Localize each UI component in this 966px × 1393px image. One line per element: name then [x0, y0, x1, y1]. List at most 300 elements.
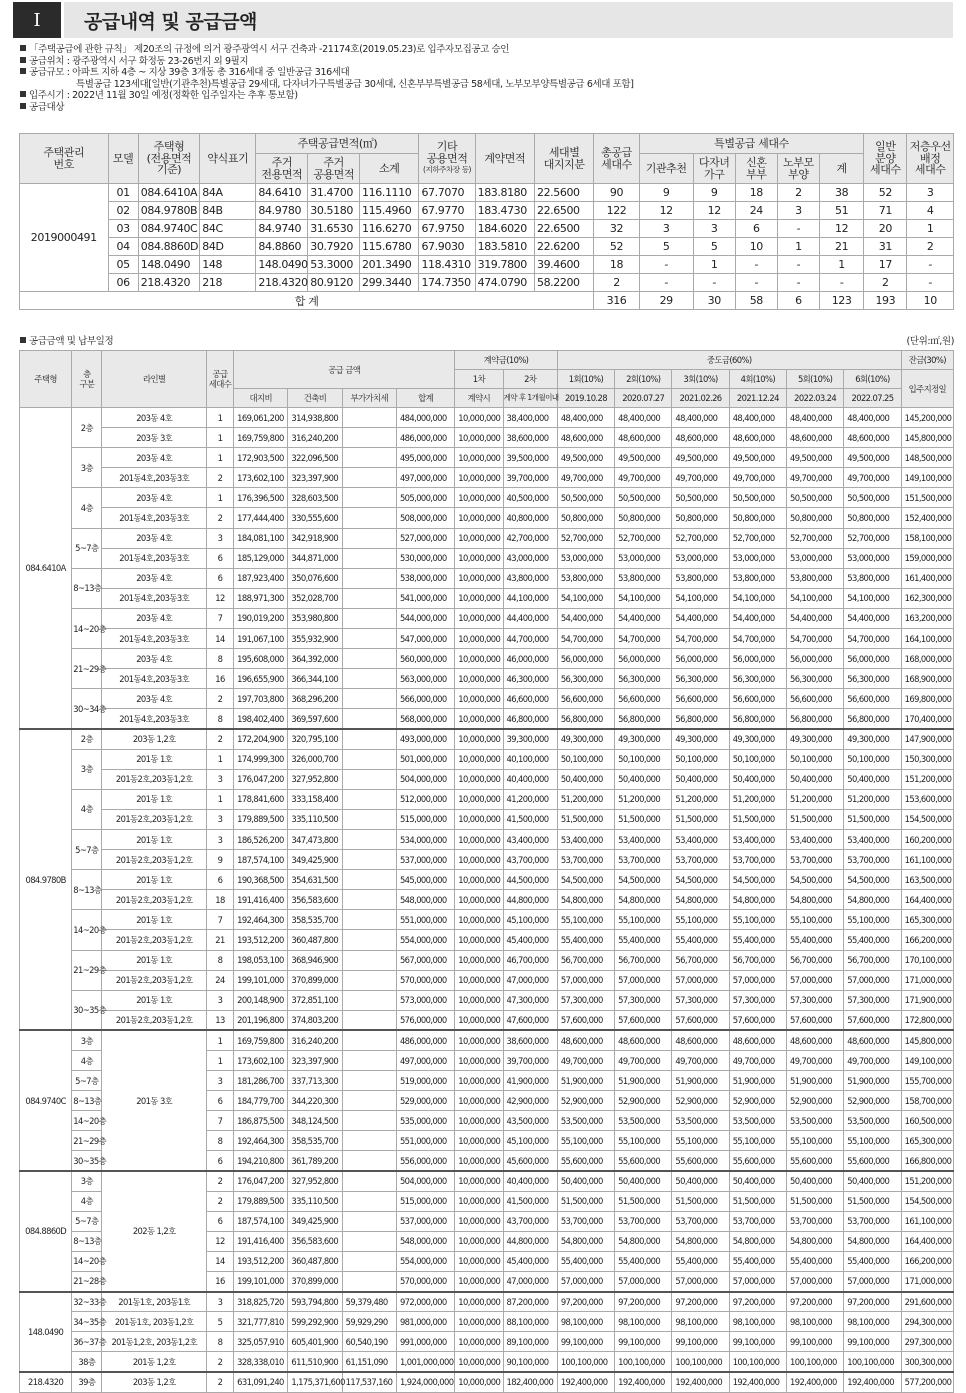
- middle3-cell: 56,600,000: [672, 689, 729, 709]
- middle4-cell: 51,500,000: [729, 1191, 786, 1211]
- middle4-cell: 49,300,000: [729, 729, 786, 749]
- th2-total: 합계: [396, 389, 454, 408]
- middle5-cell: 53,400,000: [787, 829, 844, 849]
- line-cell: 201동 1호: [102, 950, 207, 970]
- cell-total-supply: 122: [594, 202, 639, 220]
- cell-land: 22.6200: [534, 238, 593, 256]
- total-cell: 527,000,000: [396, 528, 454, 548]
- table-row: [20, 649, 954, 669]
- middle1-cell: 54,800,000: [557, 1231, 614, 1251]
- middle5-cell: 50,400,000: [787, 1171, 844, 1191]
- middle2-cell: 57,300,000: [615, 990, 672, 1010]
- deposit1-cell: 10,000,000: [455, 508, 503, 528]
- middle6-cell: 55,400,000: [844, 1251, 901, 1271]
- note-move-in: 입주시기 : 2022년 11월 30일 예정(정확한 입주일자는 추후 통보함): [20, 90, 955, 102]
- total-cell: 29: [639, 292, 693, 310]
- vat-cell: [342, 528, 396, 548]
- middle4-cell: 51,200,000: [729, 789, 786, 809]
- middle6-cell: 49,500,000: [844, 448, 901, 468]
- floor-cell: 21~29층: [72, 649, 102, 689]
- th2-m2-date: 2020.07.27: [615, 389, 672, 408]
- middle3-cell: 49,700,000: [672, 468, 729, 488]
- deposit1-cell: 10,000,000: [455, 930, 503, 950]
- units-cell: 18: [206, 890, 233, 910]
- middle2-cell: 51,500,000: [615, 1191, 672, 1211]
- land-cell: 169,759,800: [234, 428, 288, 448]
- land-cell: 191,416,400: [234, 1231, 288, 1251]
- table-row: [20, 202, 954, 220]
- cell-type: 148.0490: [138, 256, 200, 274]
- vat-cell: [342, 448, 396, 468]
- middle1-cell: 54,700,000: [557, 629, 614, 649]
- table-row: [20, 729, 954, 749]
- middle3-cell: 48,400,000: [672, 408, 729, 428]
- cell-institution: 9: [639, 184, 693, 202]
- deposit2-cell: 47,000,000: [503, 970, 557, 990]
- middle2-cell: 49,300,000: [615, 729, 672, 749]
- middle5-cell: 49,700,000: [787, 468, 844, 488]
- line-cell: 201동 3호: [102, 1030, 207, 1171]
- deposit2-cell: 46,800,000: [503, 709, 557, 729]
- cell-institution: -: [639, 274, 693, 292]
- vat-cell: [342, 1231, 396, 1251]
- building-cell: 611,510,900: [288, 1352, 342, 1372]
- middle6-cell: 56,600,000: [844, 689, 901, 709]
- total-cell: 544,000,000: [396, 608, 454, 628]
- building-cell: 358,535,700: [288, 910, 342, 930]
- building-cell: 599,292,900: [288, 1312, 342, 1332]
- middle2-cell: 192,400,000: [615, 1372, 672, 1392]
- units-cell: 1: [206, 1051, 233, 1071]
- middle1-cell: 53,000,000: [557, 548, 614, 568]
- middle4-cell: 57,600,000: [729, 1010, 786, 1030]
- middle2-cell: 55,400,000: [615, 930, 672, 950]
- cell-general: 20: [864, 220, 907, 238]
- line-cell: 201동2호,203동1,2호: [102, 970, 207, 990]
- th-total-supply: 총공급 세대수: [594, 134, 639, 184]
- middle2-cell: 54,800,000: [615, 1231, 672, 1251]
- deposit1-cell: 10,000,000: [455, 689, 503, 709]
- total-cell: 556,000,000: [396, 1151, 454, 1171]
- middle3-cell: 53,800,000: [672, 568, 729, 588]
- deposit1-cell: 10,000,000: [455, 408, 503, 428]
- deposit2-cell: 42,700,000: [503, 528, 557, 548]
- building-cell: 327,952,800: [288, 769, 342, 789]
- total-cell: 570,000,000: [396, 970, 454, 990]
- land-cell: 328,338,010: [234, 1352, 288, 1372]
- cell-land: 22.6500: [534, 202, 593, 220]
- land-cell: 198,402,400: [234, 709, 288, 729]
- middle1-cell: 50,100,000: [557, 749, 614, 769]
- supply-table: [19, 133, 954, 310]
- middle3-cell: 54,500,000: [672, 870, 729, 890]
- middle4-cell: 56,700,000: [729, 950, 786, 970]
- balance-cell: 154,500,000: [901, 1191, 953, 1211]
- middle5-cell: 54,800,000: [787, 890, 844, 910]
- th2-m5: 5회(10%): [787, 370, 844, 389]
- table-row: [20, 1292, 954, 1312]
- middle4-cell: 100,100,000: [729, 1352, 786, 1372]
- middle3-cell: 51,500,000: [672, 809, 729, 829]
- middle6-cell: 50,400,000: [844, 769, 901, 789]
- th-general: 일반 분양 세대수: [864, 134, 907, 184]
- cell-institution: 12: [639, 202, 693, 220]
- deposit1-cell: 10,000,000: [455, 1211, 503, 1231]
- total-cell: 570,000,000: [396, 1272, 454, 1292]
- deposit2-cell: 90,100,000: [503, 1352, 557, 1372]
- floor-cell: 2층: [72, 408, 102, 448]
- land-cell: 199,101,000: [234, 1272, 288, 1292]
- middle4-cell: 50,500,000: [729, 488, 786, 508]
- deposit2-cell: 42,900,000: [503, 1091, 557, 1111]
- middle5-cell: 54,700,000: [787, 629, 844, 649]
- total-cell: 493,000,000: [396, 729, 454, 749]
- middle1-cell: 56,700,000: [557, 950, 614, 970]
- land-cell: 176,396,500: [234, 488, 288, 508]
- balance-cell: 162,300,000: [901, 588, 953, 608]
- total-cell: 541,000,000: [396, 588, 454, 608]
- deposit2-cell: 45,100,000: [503, 910, 557, 930]
- middle6-cell: 48,600,000: [844, 428, 901, 448]
- deposit2-cell: 41,500,000: [503, 1191, 557, 1211]
- deposit2-cell: 45,100,000: [503, 1131, 557, 1151]
- land-cell: 191,416,400: [234, 890, 288, 910]
- cell-total-supply: 2: [594, 274, 639, 292]
- vat-cell: [342, 408, 396, 428]
- middle2-cell: 48,600,000: [615, 1030, 672, 1050]
- table-row: [20, 990, 954, 1010]
- deposit1-cell: 10,000,000: [455, 1251, 503, 1271]
- th-house-no: 주택관리 번호: [20, 134, 109, 184]
- deposit2-cell: 89,100,000: [503, 1332, 557, 1352]
- units-cell: 9: [206, 850, 233, 870]
- cell-common: 80.9120: [308, 274, 360, 292]
- middle5-cell: 56,000,000: [787, 649, 844, 669]
- cell-lowfloor: -: [907, 256, 954, 274]
- cell-short: 84B: [200, 202, 256, 220]
- total-cell: 519,000,000: [396, 1071, 454, 1091]
- middle3-cell: 51,500,000: [672, 1191, 729, 1211]
- balance-cell: 161,100,000: [901, 1211, 953, 1231]
- middle4-cell: 52,900,000: [729, 1091, 786, 1111]
- floor-cell: 21~28층: [72, 1272, 102, 1292]
- th2-m4: 4회(10%): [729, 370, 786, 389]
- units-cell: 6: [206, 870, 233, 890]
- vat-cell: [342, 1191, 396, 1211]
- middle5-cell: 97,200,000: [787, 1292, 844, 1312]
- middle4-cell: 53,800,000: [729, 568, 786, 588]
- vat-cell: [342, 468, 396, 488]
- middle4-cell: 98,100,000: [729, 1312, 786, 1332]
- cell-sum: 21: [819, 238, 863, 256]
- middle2-cell: 53,700,000: [615, 1211, 672, 1231]
- middle6-cell: 56,700,000: [844, 950, 901, 970]
- cell-exclusive: 84.9740: [256, 220, 308, 238]
- floor-cell: 34~35층: [72, 1312, 102, 1332]
- units-cell: 12: [206, 1231, 233, 1251]
- middle4-cell: 99,100,000: [729, 1332, 786, 1352]
- middle1-cell: 54,400,000: [557, 608, 614, 628]
- middle2-cell: 52,900,000: [615, 1091, 672, 1111]
- units-cell: 3: [206, 809, 233, 829]
- total-cell: 486,000,000: [396, 1030, 454, 1050]
- middle5-cell: 48,600,000: [787, 428, 844, 448]
- balance-cell: 150,300,000: [901, 749, 953, 769]
- cell-newlywed: -: [735, 274, 777, 292]
- floor-cell: 3층: [72, 749, 102, 789]
- cell-multichild: 12: [693, 202, 735, 220]
- vat-cell: [342, 689, 396, 709]
- cell-newlywed: 6: [735, 220, 777, 238]
- deposit1-cell: 10,000,000: [455, 1171, 503, 1191]
- th2-m6-date: 2022.07.25: [844, 389, 901, 408]
- vat-cell: [342, 870, 396, 890]
- land-cell: 188,971,300: [234, 588, 288, 608]
- middle4-cell: 192,400,000: [729, 1372, 786, 1392]
- notes: [20, 44, 955, 113]
- cell-type: 084.9740C: [138, 220, 200, 238]
- middle4-cell: 54,800,000: [729, 1231, 786, 1251]
- land-cell: 187,923,400: [234, 568, 288, 588]
- total-cell: 538,000,000: [396, 568, 454, 588]
- middle2-cell: 55,100,000: [615, 910, 672, 930]
- total-cell: 504,000,000: [396, 1171, 454, 1191]
- middle6-cell: 51,500,000: [844, 1191, 901, 1211]
- units-cell: 5: [206, 1312, 233, 1332]
- floor-cell: 4층: [72, 488, 102, 528]
- middle4-cell: 49,700,000: [729, 1051, 786, 1071]
- cell-sum: 12: [819, 220, 863, 238]
- line-cell: 203동 4호: [102, 689, 207, 709]
- th2-m1: 1회(10%): [557, 370, 614, 389]
- building-cell: 368,946,900: [288, 950, 342, 970]
- middle5-cell: 50,400,000: [787, 769, 844, 789]
- line-cell: 201동2호,203동1,2호: [102, 930, 207, 950]
- middle2-cell: 53,500,000: [615, 1111, 672, 1131]
- middle1-cell: 49,700,000: [557, 1051, 614, 1071]
- land-cell: 181,286,700: [234, 1071, 288, 1091]
- units-cell: 1: [206, 749, 233, 769]
- total-cell: 1,001,000,000: [396, 1352, 454, 1372]
- middle2-cell: 57,000,000: [615, 1272, 672, 1292]
- middle1-cell: 54,500,000: [557, 870, 614, 890]
- units-cell: 2: [206, 689, 233, 709]
- floor-cell: 5~7층: [72, 1071, 102, 1091]
- middle6-cell: 57,600,000: [844, 1010, 901, 1030]
- line-cell: 201동 1호: [102, 789, 207, 809]
- middle5-cell: 53,000,000: [787, 548, 844, 568]
- cell-common: 30.7920: [308, 238, 360, 256]
- middle1-cell: 56,000,000: [557, 649, 614, 669]
- middle1-cell: 48,600,000: [557, 1030, 614, 1050]
- balance-cell: 161,100,000: [901, 850, 953, 870]
- table-row: [20, 910, 954, 930]
- deposit2-cell: 45,400,000: [503, 930, 557, 950]
- middle3-cell: 50,400,000: [672, 769, 729, 789]
- cell-elderly: 1: [777, 238, 819, 256]
- units-cell: 8: [206, 1131, 233, 1151]
- middle1-cell: 49,700,000: [557, 468, 614, 488]
- deposit2-cell: 88,100,000: [503, 1312, 557, 1332]
- deposit1-cell: 10,000,000: [455, 629, 503, 649]
- total-cell: 515,000,000: [396, 809, 454, 829]
- deposit1-cell: 10,000,000: [455, 588, 503, 608]
- line-cell: 201동2호,203동1,2호: [102, 850, 207, 870]
- middle3-cell: 57,000,000: [672, 970, 729, 990]
- middle5-cell: 57,600,000: [787, 1010, 844, 1030]
- middle5-cell: 54,500,000: [787, 870, 844, 890]
- deposit1-cell: 10,000,000: [455, 528, 503, 548]
- cell-land: 22.5600: [534, 184, 593, 202]
- cell-subtotal: 299.3440: [360, 274, 419, 292]
- building-cell: 356,583,600: [288, 890, 342, 910]
- middle5-cell: 54,400,000: [787, 608, 844, 628]
- middle3-cell: 52,700,000: [672, 528, 729, 548]
- th2-d2-sub: 계약 후 1개월이내: [503, 389, 557, 408]
- land-cell: 169,759,800: [234, 1030, 288, 1050]
- balance-cell: 160,200,000: [901, 829, 953, 849]
- th2-d1: 1차: [455, 370, 503, 389]
- vat-cell: [342, 669, 396, 689]
- total-cell: 535,000,000: [396, 1111, 454, 1131]
- balance-cell: 171,900,000: [901, 990, 953, 1010]
- floor-cell: 2층: [72, 729, 102, 749]
- middle4-cell: 49,700,000: [729, 468, 786, 488]
- units-cell: 8: [206, 709, 233, 729]
- cell-other: 67.9770: [419, 202, 475, 220]
- vat-cell: [342, 1251, 396, 1271]
- land-cell: 173,602,100: [234, 468, 288, 488]
- building-cell: 372,851,100: [288, 990, 342, 1010]
- table-row: [20, 220, 954, 238]
- th2-deposit: 계약금(10%): [455, 351, 558, 370]
- middle2-cell: 49,700,000: [615, 468, 672, 488]
- land-cell: 174,999,300: [234, 749, 288, 769]
- middle3-cell: 51,900,000: [672, 1071, 729, 1091]
- table-row: [20, 488, 954, 508]
- floor-cell: 39층: [72, 1372, 102, 1392]
- units-cell: 2: [206, 1171, 233, 1191]
- middle5-cell: 100,100,000: [787, 1352, 844, 1372]
- middle6-cell: 97,200,000: [844, 1292, 901, 1312]
- deposit2-cell: 43,700,000: [503, 850, 557, 870]
- total-cell: 551,000,000: [396, 1131, 454, 1151]
- building-cell: 349,425,900: [288, 1211, 342, 1231]
- balance-cell: 294,300,000: [901, 1312, 953, 1332]
- deposit1-cell: 10,000,000: [455, 669, 503, 689]
- deposit2-cell: 43,700,000: [503, 1211, 557, 1231]
- th-lowfloor: 저층우선 배정 세대수: [907, 134, 954, 184]
- deposit1-cell: 10,000,000: [455, 1151, 503, 1171]
- line-cell: 202동 1,2호: [102, 1171, 207, 1292]
- balance-cell: 165,300,000: [901, 1131, 953, 1151]
- cell-short: 148: [200, 256, 256, 274]
- floor-cell: 4층: [72, 789, 102, 829]
- type-cell: 084.6410A: [20, 408, 72, 730]
- middle2-cell: 56,600,000: [615, 689, 672, 709]
- middle5-cell: 48,400,000: [787, 408, 844, 428]
- table-row: [20, 850, 954, 870]
- middle1-cell: 57,000,000: [557, 1272, 614, 1292]
- middle5-cell: 51,500,000: [787, 809, 844, 829]
- balance-cell: 164,400,000: [901, 1231, 953, 1251]
- cell-model: 06: [108, 274, 138, 292]
- total-cell: 981,000,000: [396, 1312, 454, 1332]
- line-cell: 201동1,2호, 203동1,2호: [102, 1332, 207, 1352]
- cell-type: 084.6410A: [138, 184, 200, 202]
- middle4-cell: 51,900,000: [729, 1071, 786, 1091]
- middle6-cell: 53,400,000: [844, 829, 901, 849]
- middle3-cell: 49,700,000: [672, 1051, 729, 1071]
- middle4-cell: 50,400,000: [729, 1171, 786, 1191]
- building-cell: 354,631,500: [288, 870, 342, 890]
- middle6-cell: 55,100,000: [844, 910, 901, 930]
- line-cell: 203동 3호: [102, 428, 207, 448]
- vat-cell: [342, 850, 396, 870]
- middle2-cell: 54,500,000: [615, 870, 672, 890]
- balance-cell: 163,500,000: [901, 870, 953, 890]
- building-cell: 333,158,400: [288, 789, 342, 809]
- section-title: 공급내역 및 공급금액: [64, 2, 953, 38]
- land-cell: 192,464,300: [234, 1131, 288, 1151]
- th2-price: 공급 금액: [234, 351, 455, 389]
- table-row: [20, 508, 954, 528]
- line-cell: 201동1호, 203동1호: [102, 1292, 207, 1312]
- middle3-cell: 55,400,000: [672, 930, 729, 950]
- building-cell: 593,794,800: [288, 1292, 342, 1312]
- note-target: 공급대상: [20, 102, 955, 114]
- building-cell: 358,535,700: [288, 1131, 342, 1151]
- floor-cell: 3층: [72, 1171, 102, 1191]
- deposit1-cell: 10,000,000: [455, 1111, 503, 1131]
- middle3-cell: 53,700,000: [672, 1211, 729, 1231]
- line-cell: 201동2호,203동1,2호: [102, 890, 207, 910]
- floor-cell: 3층: [72, 448, 102, 488]
- deposit1-cell: 10,000,000: [455, 990, 503, 1010]
- cell-general: 31: [864, 238, 907, 256]
- middle2-cell: 54,800,000: [615, 890, 672, 910]
- price-section-title: 공급금액 및 납부일정: [20, 333, 113, 347]
- deposit1-cell: 10,000,000: [455, 749, 503, 769]
- table-row: [20, 1010, 954, 1030]
- middle6-cell: 53,000,000: [844, 548, 901, 568]
- cell-total-supply: 32: [594, 220, 639, 238]
- balance-cell: 149,100,000: [901, 1051, 953, 1071]
- middle5-cell: 57,300,000: [787, 990, 844, 1010]
- land-cell: 194,210,800: [234, 1151, 288, 1171]
- middle4-cell: 55,400,000: [729, 1251, 786, 1271]
- middle4-cell: 53,000,000: [729, 548, 786, 568]
- deposit2-cell: 43,800,000: [503, 568, 557, 588]
- middle4-cell: 54,700,000: [729, 629, 786, 649]
- middle2-cell: 56,300,000: [615, 669, 672, 689]
- th2-m2: 2회(10%): [615, 370, 672, 389]
- middle2-cell: 49,500,000: [615, 448, 672, 468]
- middle6-cell: 57,000,000: [844, 1272, 901, 1292]
- middle6-cell: 53,500,000: [844, 1111, 901, 1131]
- cell-type: 084.9780B: [138, 202, 200, 220]
- cell-land: 39.4600: [534, 256, 593, 274]
- building-cell: 374,803,200: [288, 1010, 342, 1030]
- floor-cell: 3층: [72, 1030, 102, 1050]
- th-sum: 계: [819, 154, 863, 184]
- middle2-cell: 55,600,000: [615, 1151, 672, 1171]
- cell-total-supply: 18: [594, 256, 639, 274]
- deposit1-cell: 10,000,000: [455, 729, 503, 749]
- cell-model: 04: [108, 238, 138, 256]
- floor-cell: 4층: [72, 1051, 102, 1071]
- total-cell: 316: [594, 292, 639, 310]
